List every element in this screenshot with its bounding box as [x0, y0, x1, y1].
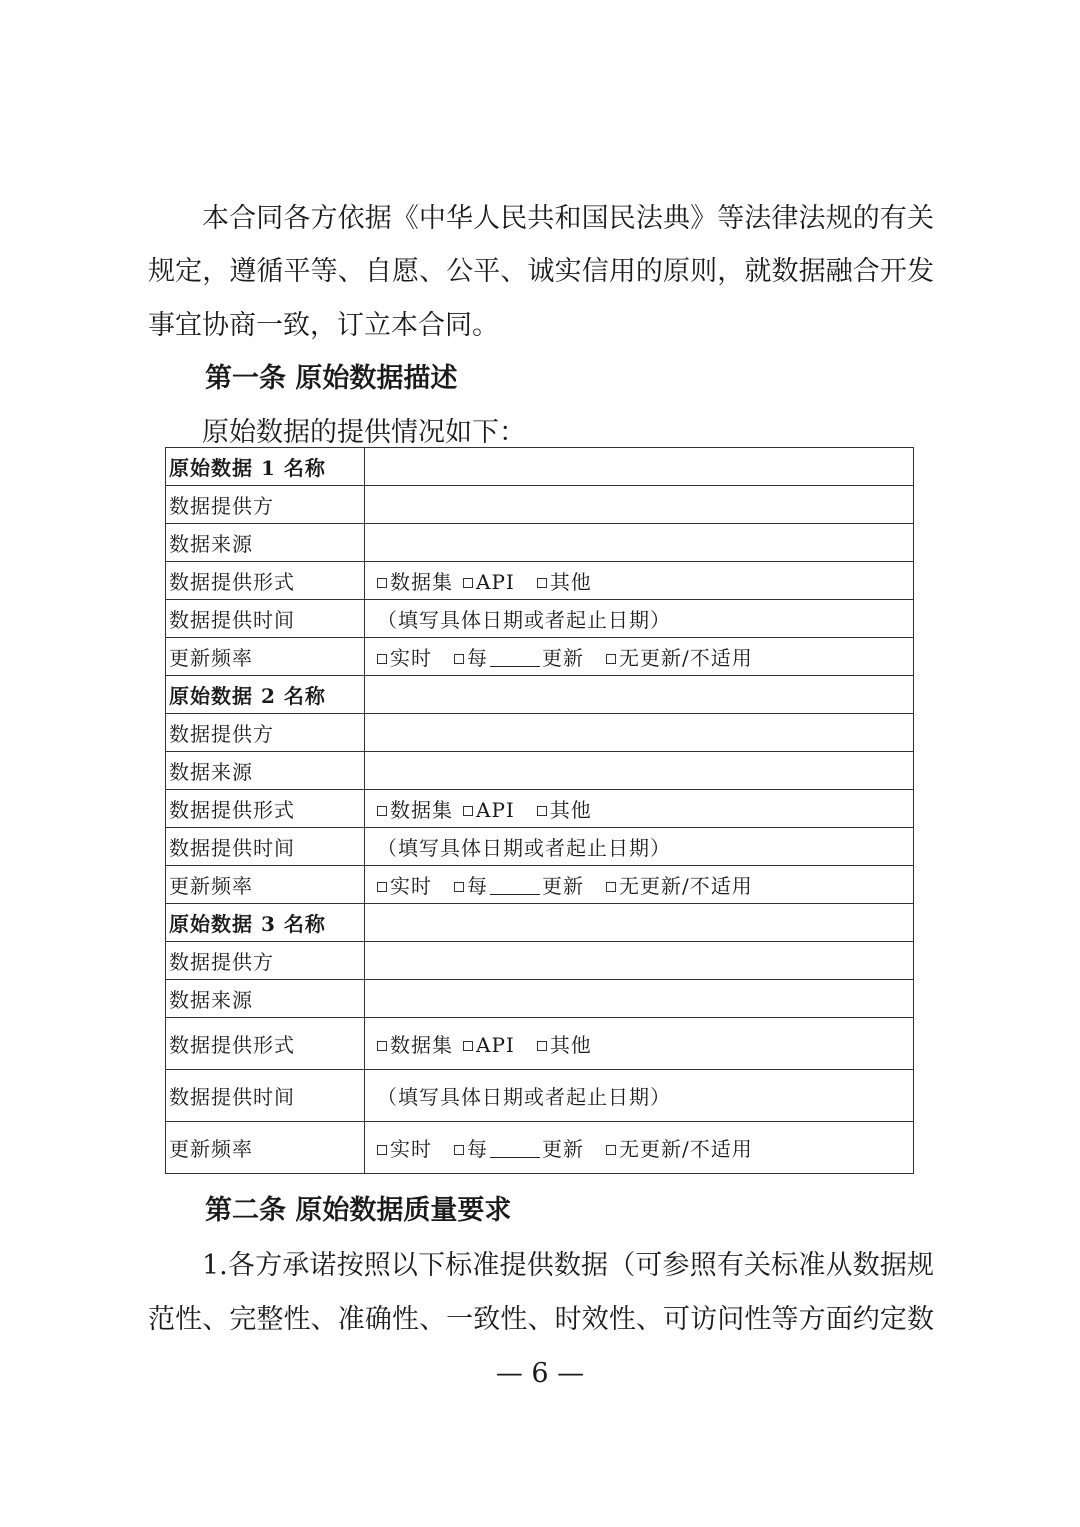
row-label: 数据来源	[166, 752, 365, 790]
row-value-field[interactable]	[365, 486, 914, 524]
row-value	[365, 600, 914, 638]
format-option[interactable]	[537, 798, 592, 822]
row-label: 数据来源	[166, 980, 365, 1018]
checkbox-icon[interactable]	[377, 806, 387, 816]
format-option[interactable]	[377, 570, 453, 594]
frequency-option-none[interactable]	[606, 1137, 753, 1161]
frequency-option-periodic[interactable]	[454, 1137, 584, 1161]
frequency-option-none[interactable]	[606, 874, 753, 898]
frequency-blank-field[interactable]	[490, 1139, 540, 1158]
row-value-field[interactable]	[365, 980, 914, 1018]
frequency-option-realtime[interactable]	[377, 646, 432, 670]
row-value-field[interactable]	[365, 524, 914, 562]
table-row	[166, 904, 914, 942]
row-value	[365, 866, 914, 904]
row-value-field[interactable]	[365, 714, 914, 752]
checkbox-icon[interactable]	[537, 578, 547, 588]
row-value	[365, 1070, 914, 1122]
frequency-blank-field[interactable]	[490, 876, 540, 895]
checkbox-icon[interactable]	[377, 1041, 387, 1051]
frequency-option-periodic[interactable]	[454, 874, 584, 898]
table-row	[166, 600, 914, 638]
table-row	[166, 1070, 914, 1122]
row-value	[365, 790, 914, 828]
table-row	[166, 980, 914, 1018]
row-label: 数据提供形式	[166, 562, 365, 600]
format-option[interactable]	[377, 1033, 453, 1057]
article-2-line-1: 1.各方承诺按照以下标准提供数据（可参照有关标准从数据规	[202, 1250, 934, 1281]
frequency-option-realtime[interactable]	[377, 1137, 432, 1161]
table-row	[166, 1018, 914, 1070]
frequency-option-none[interactable]	[606, 646, 753, 670]
checkbox-icon[interactable]	[454, 654, 464, 664]
row-label: 数据提供时间	[166, 1070, 365, 1122]
date-note: （填写具体日期或者起止日期）	[377, 836, 671, 860]
frequency-blank-field[interactable]	[490, 648, 540, 667]
row-value-field[interactable]	[365, 942, 914, 980]
option-label: 无更新/不适用	[619, 1137, 753, 1161]
option-label: 实时	[390, 1137, 432, 1161]
row-value-field[interactable]	[365, 904, 914, 942]
checkbox-icon[interactable]	[537, 1041, 547, 1051]
row-value	[365, 562, 914, 600]
option-label: 其他	[549, 570, 592, 594]
row-value-field[interactable]	[365, 676, 914, 714]
row-value-field[interactable]	[365, 752, 914, 790]
checkbox-icon[interactable]	[454, 1145, 464, 1155]
format-option[interactable]	[463, 798, 515, 822]
checkbox-icon[interactable]	[537, 806, 547, 816]
row-label: 原始数据 3 名称	[166, 904, 365, 942]
checkbox-icon[interactable]	[377, 1145, 387, 1155]
option-label: 无更新/不适用	[619, 646, 753, 670]
table-row	[166, 828, 914, 866]
table-row	[166, 448, 914, 486]
checkbox-icon[interactable]	[377, 654, 387, 664]
row-label: 原始数据 1 名称	[166, 448, 365, 486]
format-option[interactable]	[463, 570, 515, 594]
row-label: 数据来源	[166, 524, 365, 562]
row-value	[365, 1018, 914, 1070]
option-label: 更新	[542, 1137, 584, 1161]
date-note: （填写具体日期或者起止日期）	[377, 1085, 671, 1109]
table-row	[166, 752, 914, 790]
table-row	[166, 714, 914, 752]
article-1-heading: 第一条 原始数据描述	[205, 363, 458, 394]
option-label: 数据集	[390, 570, 453, 594]
row-label: 更新频率	[166, 638, 365, 676]
option-label: API	[476, 570, 515, 594]
row-value	[365, 1122, 914, 1174]
format-option[interactable]	[463, 1033, 515, 1057]
option-label: 其他	[549, 798, 592, 822]
format-option[interactable]	[377, 798, 453, 822]
checkbox-icon[interactable]	[606, 654, 616, 664]
row-label: 更新频率	[166, 866, 365, 904]
article-2-line-2: 范性、完整性、准确性、一致性、时效性、可访问性等方面约定数	[148, 1304, 934, 1335]
checkbox-icon[interactable]	[377, 882, 387, 892]
row-label: 数据提供方	[166, 942, 365, 980]
option-label: 实时	[390, 874, 432, 898]
option-label: 每	[467, 1137, 488, 1161]
table-row	[166, 790, 914, 828]
option-label: 更新	[542, 874, 584, 898]
checkbox-icon[interactable]	[463, 578, 473, 588]
table-row	[166, 562, 914, 600]
option-label: 其他	[549, 1033, 592, 1057]
option-label: 数据集	[390, 1033, 453, 1057]
option-label: 每	[467, 646, 488, 670]
frequency-option-periodic[interactable]	[454, 646, 584, 670]
row-label: 数据提供方	[166, 486, 365, 524]
option-label: 无更新/不适用	[619, 874, 753, 898]
checkbox-icon[interactable]	[463, 1041, 473, 1051]
row-label: 更新频率	[166, 1122, 365, 1174]
table-row	[166, 1122, 914, 1174]
table-row	[166, 942, 914, 980]
option-label: 更新	[542, 646, 584, 670]
format-option[interactable]	[537, 570, 592, 594]
format-option[interactable]	[537, 1033, 592, 1057]
row-label: 数据提供方	[166, 714, 365, 752]
article-2-heading: 第二条 原始数据质量要求	[205, 1195, 512, 1226]
raw-data-table	[165, 447, 914, 1174]
row-label: 数据提供时间	[166, 600, 365, 638]
page-number: — 6 —	[495, 1358, 585, 1389]
date-note: （填写具体日期或者起止日期）	[377, 608, 671, 632]
table-row	[166, 638, 914, 676]
option-label: API	[476, 798, 515, 822]
option-label: API	[476, 1033, 515, 1057]
option-label: 数据集	[390, 798, 453, 822]
row-value-field[interactable]	[365, 448, 914, 486]
option-label: 每	[467, 874, 488, 898]
checkbox-icon[interactable]	[377, 578, 387, 588]
intro-line-2: 规定，遵循平等、自愿、公平、诚实信用的原则，就数据融合开发	[148, 256, 934, 287]
row-label: 数据提供形式	[166, 1018, 365, 1070]
table-row	[166, 676, 914, 714]
frequency-option-realtime[interactable]	[377, 874, 432, 898]
row-value	[365, 638, 914, 676]
row-value	[365, 828, 914, 866]
article-1-lead: 原始数据的提供情况如下：	[202, 417, 526, 448]
row-label: 数据提供形式	[166, 790, 365, 828]
table-row	[166, 524, 914, 562]
checkbox-icon[interactable]	[606, 882, 616, 892]
checkbox-icon[interactable]	[463, 806, 473, 816]
checkbox-icon[interactable]	[454, 882, 464, 892]
option-label: 实时	[390, 646, 432, 670]
row-label: 原始数据 2 名称	[166, 676, 365, 714]
table-row	[166, 866, 914, 904]
table-row	[166, 486, 914, 524]
checkbox-icon[interactable]	[606, 1145, 616, 1155]
row-label: 数据提供时间	[166, 828, 365, 866]
intro-line-3: 事宜协商一致，订立本合同。	[148, 310, 499, 341]
intro-line-1: 本合同各方依据《中华人民共和国民法典》等法律法规的有关	[202, 203, 934, 234]
